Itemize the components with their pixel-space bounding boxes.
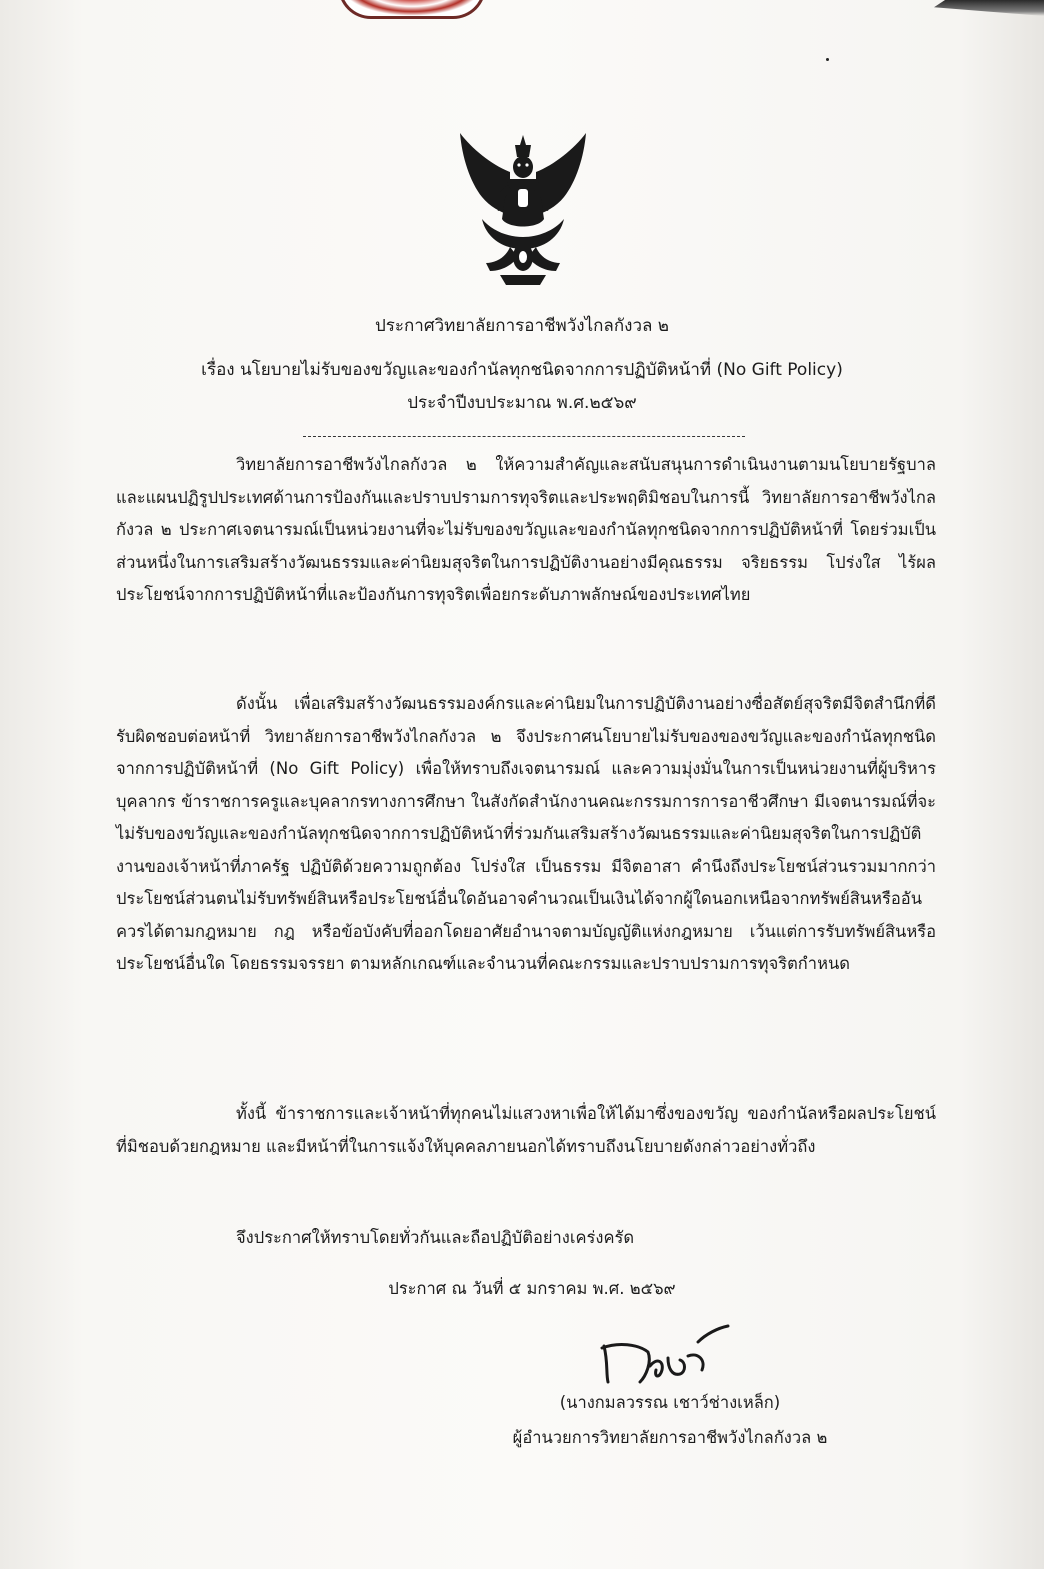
paragraph-2: ดังนั้น เพื่อเสริมสร้างวัฒนธรรมองค์กรและค่านิยมในการปฏิบัติงานอย่างซื่อสัตย์สุจริตมีจิตสำนึกที่ดี รับผิดชอบต่อหน้าที่ วิทยาลัยการอาชีพวังไกลกังวล ๒ จึงประกาศนโยบายไม่รับของของขวัญและของกำนัลทุกชนิดจากการปฏิบัติหน้าที่ (No Gift Policy) เพื่อให้ทราบถึงเจตนารมณ์ และความมุ่งมั่นในการเป็นหน่วยงานที่ผู้บริหาร บุคลากร ข้าราชการครูและบุคลากรทางการศึกษา ในสังกัดสำนักงานคณะกรรมการการอาชีวศึกษา มีเจตนารมณ์ที่จะไม่รับของขวัญและของกำนัลทุกชนิดจากการปฏิบัติหน้าที่ร่วมกันเสริมสร้างวัฒนธรรมและค่านิยมสุจริตในการปฏิบัติงานของเจ้าหน้าที่ภาครัฐ ปฏิบัติด้วยความถูกต้อง โปร่งใส เป็นธรรม มีจิตอาสา คำนึงถึงประโยชน์ส่วนรวมมากกว่าประโยชน์ส่วนตนไม่รับทรัพย์สินหรือประโยชน์อื่นใดอันอาจคำนวณเป็นเงินได้จากผู้ใดนอกเหนือจากทรัพย์สินหรืออันควรได้ตามกฎหมาย กฎ หรือข้อบังคับที่ออกโดยอาศัยอำนาจตามบัญญัติแห่งกฎหมาย เว้นแต่การรับทรัพย์สินหรือประโยชน์อื่นใด โดยธรรมจรรยา ตามหลักเกณฑ์และจำนวนที่คณะกรรมและปราบปรามการทุจริตกำหนด — [116, 694, 936, 973]
header-line-1: ประกาศวิทยาลัยการอาชีพวังไกลกังวล ๒ — [374, 316, 670, 336]
paragraph-4: จึงประกาศให้ทราบโดยทั่วกันและถือปฏิบัติอย่างเคร่งครัด — [236, 1228, 635, 1247]
garuda-emblem-icon — [452, 127, 594, 292]
dashed-divider — [303, 436, 745, 437]
handwritten-signature — [598, 1322, 738, 1388]
paragraph-3: ทั้งนี้ ข้าราชการและเจ้าหน้าที่ทุกคนไม่แสวงหาเพื่อให้ได้มาซึ่งของขวัญ ของกำนัลหรือผลประโยชน์ที่มิชอบด้วยกฎหมาย และมีหน้าที่ในการแจ้งให้บุคคลภายนอกได้ทราบถึงนโยบายดังกล่าวอย่างทั่วถึง — [116, 1104, 936, 1156]
seal-fragment-icon — [338, 0, 486, 19]
header-line-3: ประจำปีงบประมาณ พ.ศ.๒๕๖๙ — [407, 393, 637, 413]
ink-speck — [826, 58, 829, 61]
header-line-2: เรื่อง นโยบายไม่รับของขวัญและของกำนัลทุกชนิดจากการปฏิบัติหน้าที่ (No Gift Policy) — [201, 360, 843, 380]
signatory-position: ผู้อำนวยการวิทยาลัยการอาชีพวังไกลกังวล ๒ — [512, 1428, 828, 1447]
page-corner-shadow — [934, 0, 1044, 16]
signatory-name: (นางกมลวรรณ เชาว์ช่างเหล็ก) — [559, 1393, 781, 1412]
announcement-date: ประกาศ ณ วันที่ ๕ มกราคม พ.ศ. ๒๕๖๙ — [388, 1279, 676, 1298]
paragraph-1: วิทยาลัยการอาชีพวังไกลกังวล ๒ ให้ความสำคัญและสนับสนุนการดำเนินงานตามนโยบายรัฐบาล และแผนปฏิรูปประเทศด้านการป้องกันและปราบปรามการทุจริตและประพฤติมิชอบในการนี้ วิทยาลัยการอาชีพวังไกลกังวล ๒ ประกาศเจตนารมณ์เป็นหน่วยงานที่จะไม่รับของขวัญและของกำนัลทุกชนิดจากการปฏิบัติหน้าที่ โดยร่วมเป็นส่วนหนึ่งในการเสริมสร้างวัฒนธรรมและค่านิยมสุจริตในการปฏิบัติงานอย่างมีคุณธรรม จริยธรรม โปร่งใส ไร้ผลประโยชน์จากการปฏิบัติหน้าที่และป้องกันการทุจริตเพื่อยกระดับภาพลักษณ์ของประเทศไทย — [116, 455, 936, 604]
